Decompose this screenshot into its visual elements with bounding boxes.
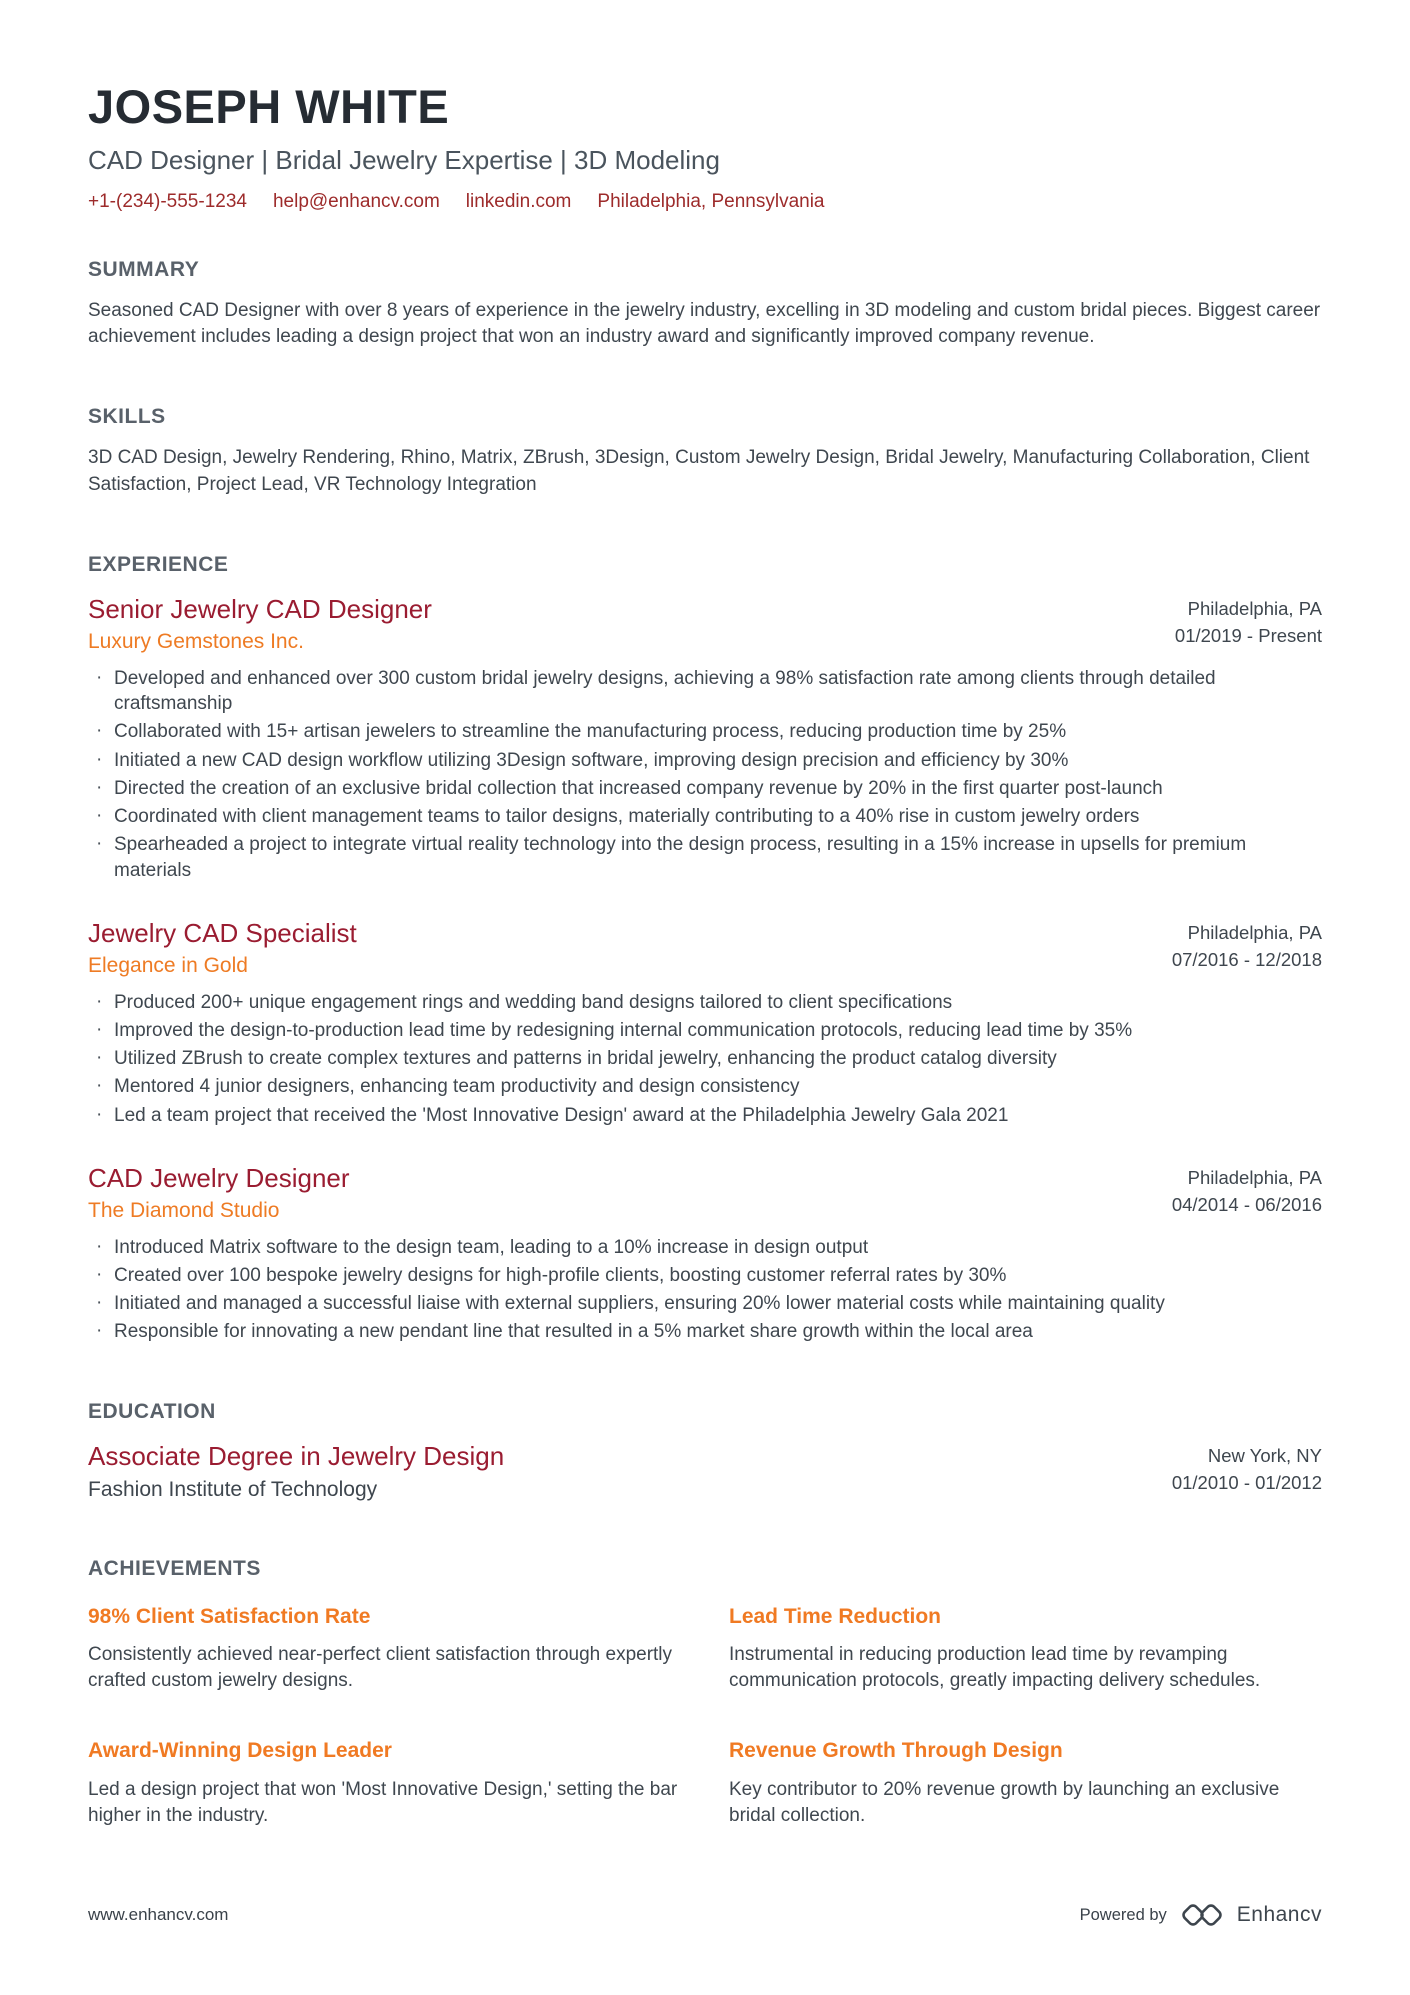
education-dates: 01/2010 - 01/2012 — [1171, 1471, 1322, 1493]
job-bullets — [88, 666, 1322, 883]
job-dates: 07/2016 - 12/2018 — [1171, 948, 1322, 970]
summary-text: Seasoned CAD Designer with over 8 years of experience in the jewelry industry, excelling in 3D modeling and custom bridal pieces. Biggest career achievement includes leading a design project that won an industry award and significantly improved company revenue. — [88, 299, 1321, 347]
achievement-item — [729, 1604, 1322, 1695]
summary-section — [88, 257, 1322, 351]
achievement-text: Instrumental in reducing production lead time by revamping communication protocols, greatly impacting delivery schedules. — [729, 1643, 1261, 1692]
summary-heading: SUMMARY — [88, 257, 200, 281]
person-name: JOSEPH WHITE — [88, 80, 450, 133]
location-text: Philadelphia, Pennsylvania — [597, 190, 825, 212]
job-bullet: · Produced 200+ unique engagement rings and wedding band designs tailored to client specifications — [88, 990, 1322, 1015]
job-bullet: · Collaborated with 15+ artisan jewelers to streamline the manufacturing process, reducing production time by 25% — [88, 719, 1322, 744]
job-title: Senior Jewelry CAD Designer — [88, 593, 432, 624]
experience-jobs — [88, 593, 1322, 1345]
job-location: Philadelphia, PA — [1187, 597, 1322, 619]
job-location: Philadelphia, PA — [1187, 921, 1322, 943]
job-bullets — [88, 1235, 1322, 1345]
job-bullet: · Spearheaded a project to integrate virtual reality technology into the design process, resulting in a 15% increase in upsells for premium materials — [88, 832, 1322, 883]
linkedin-link[interactable]: linkedin.com — [465, 190, 572, 212]
achievement-item — [88, 1738, 681, 1829]
job-bullet: · Led a team project that received the 'Most Innovative Design' award at the Philadelphia Jewelry Gala 2021 — [88, 1103, 1322, 1128]
footer-website-link[interactable]: www.enhancv.com — [88, 1905, 229, 1924]
contact-row — [88, 191, 1322, 213]
brand-name[interactable]: Enhancv — [1236, 1903, 1322, 1926]
achievement-text: Consistently achieved near-perfect client satisfaction through expertly crafted custom jewelry designs. — [88, 1643, 673, 1692]
job-bullet: · Improved the design-to-production lead time by redesigning internal communication protocols, reducing lead time by 35% — [88, 1018, 1322, 1043]
skills-text: 3D CAD Design, Jewelry Rendering, Rhino, Matrix, ZBrush, 3Design, Custom Jewelry Design, Bridal Jewelry, Manufacturing Collaboration, Client Satisfaction, Project Lead, VR Technology Integration — [88, 447, 1310, 495]
achievement-title: 98% Client Satisfaction Rate — [88, 1604, 371, 1628]
job-location: Philadelphia, PA — [1187, 1166, 1322, 1188]
job-bullet: · Initiated and managed a successful liaise with external suppliers, ensuring 20% lower material costs while maintaining quality — [88, 1291, 1322, 1316]
skills-heading: SKILLS — [88, 405, 166, 429]
job-bullet: · Coordinated with client management teams to tailor designs, materially contributing to a 40% rise in custom jewelry orders — [88, 804, 1322, 829]
school-name: Fashion Institute of Technology — [88, 1478, 378, 1502]
enhancv-logo-icon[interactable] — [1179, 1899, 1225, 1931]
degree-title: Associate Degree in Jewelry Design — [88, 1440, 505, 1471]
job-bullet: · Utilized ZBrush to create complex textures and patterns in bridal jewelry, enhancing the product catalog diversity — [88, 1046, 1322, 1071]
resume-footer — [88, 1899, 1322, 1931]
experience-section — [88, 552, 1322, 1345]
email-link[interactable]: help@enhancv.com — [272, 190, 440, 212]
job-bullet: · Responsible for innovating a new pendant line that resulted in a 5% market share growth within the local area — [88, 1319, 1322, 1344]
job-bullet: · Developed and enhanced over 300 custom bridal jewelry designs, achieving a 98% satisfaction rate among clients through detailed craftsmanship — [88, 666, 1322, 717]
skills-section — [88, 404, 1322, 498]
achievements-grid — [88, 1604, 1322, 1829]
job-title: Jewelry CAD Specialist — [88, 917, 357, 948]
powered-by-label: Powered by — [1079, 1905, 1167, 1924]
achievement-title: Revenue Growth Through Design — [729, 1739, 1063, 1763]
phone-link[interactable]: +1-(234)-555-1234 — [88, 190, 247, 212]
job-bullet: · Created over 100 bespoke jewelry designs for high-profile clients, boosting customer referral rates by 30% — [88, 1263, 1322, 1288]
achievement-title: Lead Time Reduction — [729, 1604, 941, 1628]
education-location: New York, NY — [1207, 1444, 1322, 1466]
job-bullet: · Directed the creation of an exclusive bridal collection that increased company revenue by 20% in the first quarter post-launch — [88, 776, 1322, 801]
achievement-item — [88, 1604, 681, 1695]
achievement-title: Award-Winning Design Leader — [88, 1739, 392, 1763]
education-heading: EDUCATION — [88, 1399, 216, 1423]
experience-job — [88, 917, 1322, 1128]
job-bullets — [88, 990, 1322, 1128]
education-section — [88, 1399, 1322, 1503]
job-company: Luxury Gemstones Inc. — [88, 630, 304, 654]
job-bullet: · Initiated a new CAD design workflow utilizing 3Design software, improving design precision and efficiency by 30% — [88, 748, 1322, 773]
headline: CAD Designer | Bridal Jewelry Expertise | 3D Modeling — [88, 145, 720, 176]
job-dates: 04/2014 - 06/2016 — [1171, 1193, 1322, 1215]
achievements-section — [88, 1556, 1322, 1829]
experience-heading: EXPERIENCE — [88, 552, 229, 576]
experience-job — [88, 1162, 1322, 1345]
achievement-text: Key contributor to 20% revenue growth by launching an exclusive bridal collection. — [729, 1778, 1280, 1826]
job-bullet: · Introduced Matrix software to the design team, leading to a 10% increase in design output — [88, 1235, 1322, 1260]
job-dates: 01/2019 - Present — [1174, 624, 1322, 646]
resume-header — [88, 82, 1322, 213]
achievement-text: Led a design project that won 'Most Innovative Design,' setting the bar higher in the industry. — [88, 1778, 678, 1826]
achievement-item — [729, 1738, 1322, 1829]
experience-job — [88, 593, 1322, 883]
education-entry — [88, 1440, 1322, 1503]
job-company: The Diamond Studio — [88, 1199, 280, 1223]
achievements-heading: ACHIEVEMENTS — [88, 1557, 261, 1581]
job-bullet: · Mentored 4 junior designers, enhancing team productivity and design consistency — [88, 1074, 1322, 1099]
powered-by-block — [1080, 1899, 1322, 1931]
job-company: Elegance in Gold — [88, 954, 248, 978]
job-title: CAD Jewelry Designer — [88, 1162, 350, 1193]
